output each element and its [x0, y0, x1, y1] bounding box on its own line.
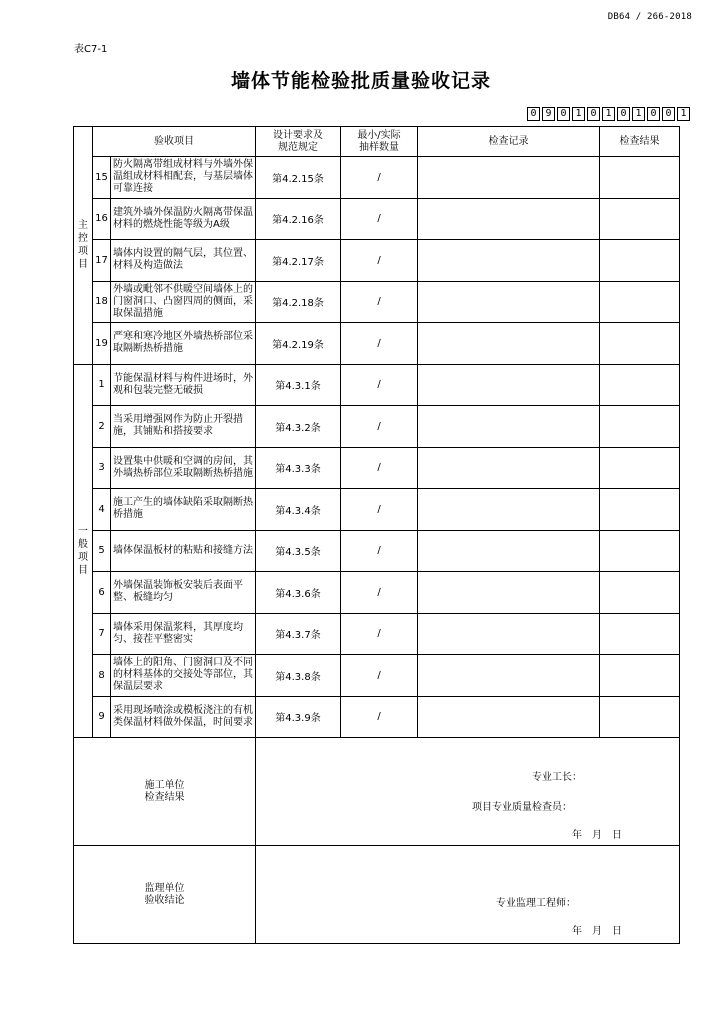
item-check-record[interactable] — [418, 281, 600, 323]
code-digit: 1 — [632, 107, 645, 121]
item-check-result[interactable] — [600, 655, 680, 697]
item-sample-count: / — [341, 572, 418, 614]
item-sample-count: / — [341, 240, 418, 282]
item-number: 3 — [93, 447, 111, 489]
item-check-result[interactable] — [600, 281, 680, 323]
item-spec-ref: 第4.3.6条 — [256, 572, 341, 614]
item-sample-count: / — [341, 489, 418, 531]
item-description: 墙体保温板材的粘贴和接缝方法 — [111, 530, 256, 572]
inspection-code — [527, 107, 690, 121]
item-check-result[interactable] — [600, 696, 680, 738]
page-title: 墙体节能检验批质量验收记录 — [230, 70, 491, 92]
foreman-label: 专业工长： — [532, 772, 582, 783]
header-item: 验收项目 — [93, 127, 256, 157]
item-description: 节能保温材料与构件进场时，外观和包装完整无破损 — [111, 364, 256, 406]
table-row — [74, 281, 680, 323]
item-number: 19 — [93, 323, 111, 365]
table-row — [74, 323, 680, 365]
table-row — [74, 198, 680, 240]
item-number: 15 — [93, 157, 111, 199]
code-digit: 1 — [572, 107, 585, 121]
header-sample — [341, 127, 418, 157]
supervision-signoff-row — [74, 846, 680, 944]
table-row — [74, 655, 680, 697]
header-design-line1: 设计要求及 — [273, 129, 323, 141]
item-spec-ref: 第4.2.18条 — [256, 281, 341, 323]
item-number: 8 — [93, 655, 111, 697]
supervising-engineer-label: 专业监理工程师： — [496, 898, 576, 909]
code-digit: 0 — [617, 107, 630, 121]
item-number: 4 — [93, 489, 111, 531]
item-sample-count: / — [341, 696, 418, 738]
item-check-result[interactable] — [600, 240, 680, 282]
item-check-record[interactable] — [418, 530, 600, 572]
item-check-record[interactable] — [418, 406, 600, 448]
general-items-label — [74, 364, 93, 738]
item-spec-ref: 第4.2.19条 — [256, 323, 341, 365]
item-check-record[interactable] — [418, 655, 600, 697]
code-digit: 0 — [527, 107, 540, 121]
table-row — [74, 530, 680, 572]
construction-label-line1: 施工单位 — [144, 779, 185, 791]
item-sample-count: / — [341, 323, 418, 365]
header-design-line2: 规范规定 — [278, 141, 318, 153]
item-description: 当采用增强网作为防止开裂措施，其铺贴和搭接要求 — [111, 406, 256, 448]
item-description: 建筑外墙外保温防火隔离带保温材料的燃烧性能等级为A级 — [111, 198, 256, 240]
code-digit: 0 — [662, 107, 675, 121]
header-record: 检查记录 — [418, 127, 600, 157]
item-description: 外墙保温装饰板安装后表面平整、板缝均匀 — [111, 572, 256, 614]
header-design — [256, 127, 341, 157]
construction-unit-label — [74, 738, 256, 846]
item-check-record[interactable] — [418, 696, 600, 738]
item-check-result[interactable] — [600, 406, 680, 448]
item-number: 6 — [93, 572, 111, 614]
item-sample-count: / — [341, 530, 418, 572]
item-number: 2 — [93, 406, 111, 448]
item-check-record[interactable] — [418, 157, 600, 199]
code-digit: 0 — [587, 107, 600, 121]
inspection-table — [73, 126, 680, 944]
item-check-record[interactable] — [418, 489, 600, 531]
item-check-result[interactable] — [600, 157, 680, 199]
table-row — [74, 613, 680, 655]
construction-signoff-row — [74, 738, 680, 846]
item-check-record[interactable] — [418, 613, 600, 655]
item-number: 18 — [93, 281, 111, 323]
item-description: 施工产生的墙体缺陷采取隔断热桥措施 — [111, 489, 256, 531]
table-row — [74, 157, 680, 199]
item-sample-count: / — [341, 613, 418, 655]
code-digit: 0 — [647, 107, 660, 121]
item-description: 墙体采用保温浆料，其厚度均匀、接茬平整密实 — [111, 613, 256, 655]
item-description: 外墙或毗邻不供暖空间墙体上的门窗洞口、凸窗四周的侧面，采取保温措施 — [111, 281, 256, 323]
code-digit: 1 — [602, 107, 615, 121]
item-number: 9 — [93, 696, 111, 738]
item-description: 采用现场喷涂或模板浇注的有机类保温材料做外保温，时间要求 — [111, 696, 256, 738]
item-spec-ref: 第4.3.5条 — [256, 530, 341, 572]
code-digit: 0 — [557, 107, 570, 121]
item-spec-ref: 第4.2.17条 — [256, 240, 341, 282]
item-number: 1 — [93, 364, 111, 406]
item-check-record[interactable] — [418, 323, 600, 365]
supervision-label-line1: 监理单位 — [144, 882, 185, 894]
item-number: 16 — [93, 198, 111, 240]
item-check-result[interactable] — [600, 364, 680, 406]
code-digit: 9 — [542, 107, 555, 121]
item-spec-ref: 第4.3.9条 — [256, 696, 341, 738]
general-items-text: 一般项目 — [78, 525, 88, 576]
code-digit: 1 — [677, 107, 690, 121]
item-spec-ref: 第4.3.4条 — [256, 489, 341, 531]
item-sample-count: / — [341, 198, 418, 240]
supervision-date: 年 月 日 — [572, 926, 622, 937]
item-spec-ref: 第4.3.8条 — [256, 655, 341, 697]
table-row — [74, 364, 680, 406]
item-sample-count: / — [341, 281, 418, 323]
main-items-label — [74, 127, 93, 365]
item-check-record[interactable] — [418, 447, 600, 489]
item-check-record[interactable] — [418, 240, 600, 282]
item-sample-count: / — [341, 447, 418, 489]
item-check-result[interactable] — [600, 323, 680, 365]
item-description: 严寒和寒冷地区外墙热桥部位采取隔断热桥措施 — [111, 323, 256, 365]
construction-signoff[interactable] — [256, 738, 680, 846]
table-row — [74, 406, 680, 448]
table-row — [74, 572, 680, 614]
item-spec-ref: 第4.3.3条 — [256, 447, 341, 489]
item-check-record[interactable] — [418, 364, 600, 406]
item-check-result[interactable] — [600, 572, 680, 614]
header-sample-line2: 抽样数量 — [359, 141, 399, 153]
header-sample-line1: 最小/实际 — [357, 129, 401, 141]
item-sample-count: / — [341, 655, 418, 697]
table-row — [74, 447, 680, 489]
standard-code: DB64 / 266-2018 — [607, 12, 692, 22]
header-result: 检查结果 — [600, 127, 680, 157]
main-items-text: 主控项目 — [78, 220, 88, 271]
item-description: 防火隔离带组成材料与外墙外保温组成材料相配套，与基层墙体可靠连接 — [111, 157, 256, 199]
item-check-record[interactable] — [418, 572, 600, 614]
table-row — [74, 489, 680, 531]
item-spec-ref: 第4.3.1条 — [256, 364, 341, 406]
construction-date: 年 月 日 — [572, 830, 622, 841]
construction-label-line2: 检查结果 — [144, 791, 185, 803]
table-row — [74, 696, 680, 738]
item-description: 墙体上的阳角、门窗洞口及不同的材料基体的交接处等部位，其保温层要求 — [111, 655, 256, 697]
item-check-result[interactable] — [600, 530, 680, 572]
item-check-result[interactable] — [600, 447, 680, 489]
item-number: 5 — [93, 530, 111, 572]
item-check-record[interactable] — [418, 198, 600, 240]
item-spec-ref: 第4.3.2条 — [256, 406, 341, 448]
item-spec-ref: 第4.2.15条 — [256, 157, 341, 199]
item-sample-count: / — [341, 364, 418, 406]
quality-inspector-label: 项目专业质量检查员： — [472, 802, 572, 813]
supervision-label-line2: 验收结论 — [144, 894, 185, 906]
item-check-result[interactable] — [600, 489, 680, 531]
item-number: 17 — [93, 240, 111, 282]
item-description: 墙体内设置的隔气层，其位置、材料及构造做法 — [111, 240, 256, 282]
item-sample-count: / — [341, 406, 418, 448]
table-row — [74, 240, 680, 282]
item-spec-ref: 第4.3.7条 — [256, 613, 341, 655]
item-number: 7 — [93, 613, 111, 655]
supervision-signoff[interactable] — [256, 846, 680, 944]
item-spec-ref: 第4.2.16条 — [256, 198, 341, 240]
table-header — [74, 127, 680, 157]
item-check-result[interactable] — [600, 613, 680, 655]
form-number: 表C7-1 — [74, 44, 108, 55]
supervision-unit-label — [74, 846, 256, 944]
item-check-result[interactable] — [600, 198, 680, 240]
item-sample-count: / — [341, 157, 418, 199]
item-description: 设置集中供暖和空调的房间，其外墙热桥部位采取隔断热桥措施 — [111, 447, 256, 489]
